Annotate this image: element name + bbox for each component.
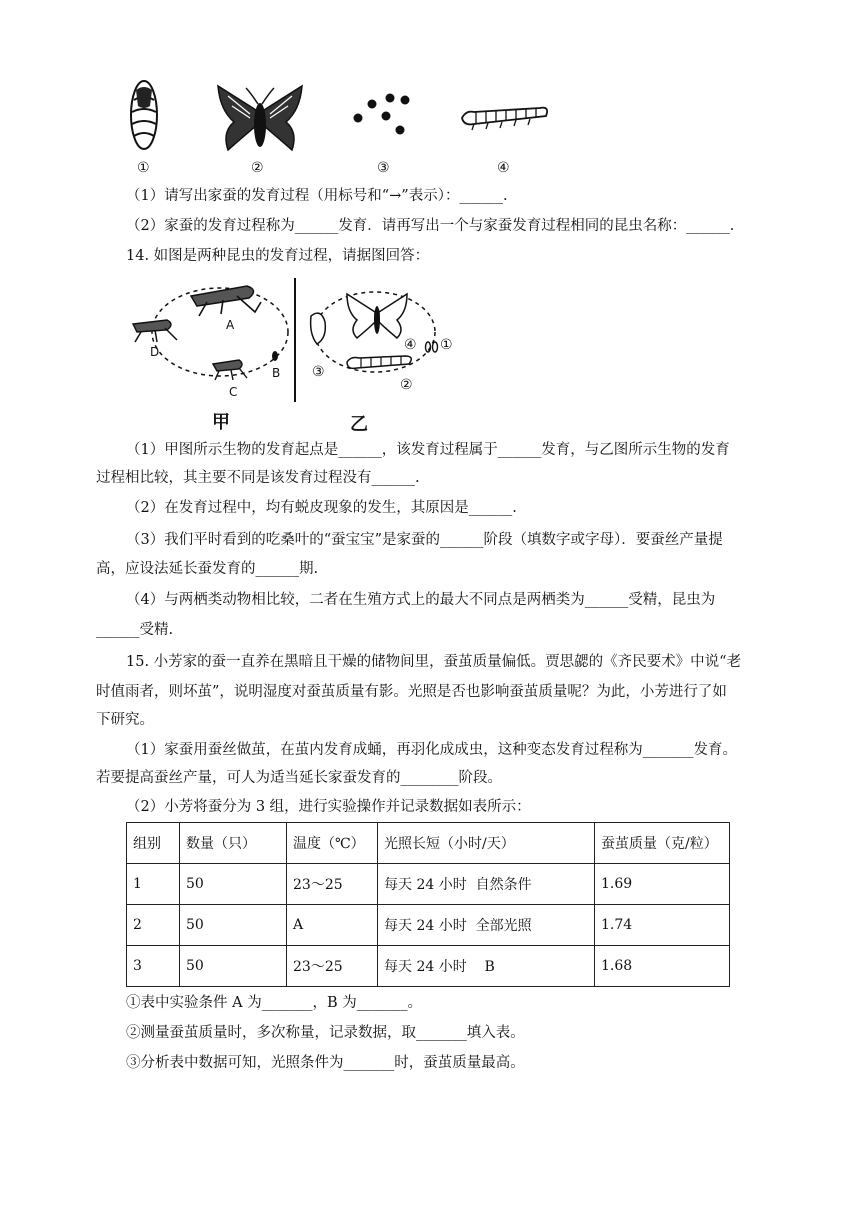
fig-yi-caption: 乙: [350, 414, 368, 435]
table-cell: 1: [127, 864, 180, 905]
q15-part1-line1: （1）家蚕用蚕丝做茧，在茧内发育成蛹，再羽化成成虫，这种变态发育过程称为_______发育。: [126, 742, 737, 758]
table-header-cell: 温度（℃）: [287, 823, 378, 864]
table-cell: 23～25: [287, 946, 378, 987]
table-header-cell: 光照长短（小时/天）: [378, 823, 595, 864]
butterfly-eggs: [426, 342, 438, 352]
grasshopper-nymph-c: [213, 360, 247, 380]
q14-part2: （2）在发育过程中，均有蜕皮现象的发生，其原因是______.: [126, 500, 517, 516]
q15-sub1: ①表中实验条件 A 为_______，B 为_______。: [126, 995, 422, 1011]
butterfly-adult: [347, 294, 407, 338]
table-cell: 2: [127, 905, 180, 946]
table-header-row: [127, 823, 730, 864]
fig-yi-number-2: ②: [400, 377, 413, 393]
fig-jia-letter-b: B: [272, 366, 281, 380]
life-cycle-figure: [125, 272, 470, 430]
fig-yi-number-1: ①: [440, 337, 453, 353]
q15-stem-line2: 时值雨者，则坏茧”，说明湿度对蚕茧质量有影。光照是否也影响蚕茧质量呢？为此，小芳进行了如: [96, 684, 727, 700]
fig-yi-number-3: ③: [312, 364, 325, 380]
q15-sub2: ②测量蚕茧质量时，多次称量，记录数据，取_______填入表。: [126, 1025, 525, 1041]
q13-part2: （2）家蚕的发育过程称为______发育．请再写出一个与家蚕发育过程相同的昆虫名称：______.: [126, 218, 735, 234]
table-cell: 每天 24 小时 全部光照: [378, 905, 595, 946]
q14-part4-line2: ______受精.: [96, 622, 174, 638]
fig-yi-number-4: ④: [404, 337, 417, 353]
grasshopper-egg: [272, 351, 278, 361]
q13-part1: （1）请写出家蚕的发育过程（用标号和“→”表示）：______.: [126, 188, 508, 204]
fig-jia-letter-c: C: [229, 385, 238, 399]
table-cell: A: [287, 905, 378, 946]
fig-jia-letter-d: D: [150, 345, 160, 359]
table-row: [127, 946, 730, 987]
q15-part1-line2: 若要提高蚕丝产量，可人为适当延长家蚕发育的________阶段。: [96, 770, 502, 786]
fig-jia-caption: 甲: [212, 412, 230, 433]
table-cell: 3: [127, 946, 180, 987]
butterfly-pupa: [311, 313, 326, 344]
figure1-label-4: ④: [497, 160, 510, 176]
table-header-cell: 蚕茧质量（克/粒）: [595, 823, 730, 864]
q15-stem-line3: 下研究。: [96, 712, 154, 728]
table-row: [127, 864, 730, 905]
table-cell: 1.69: [595, 864, 730, 905]
table-cell: 每天 24 小时 自然条件: [378, 864, 595, 905]
fig-jia-letter-a: A: [226, 318, 235, 332]
moth-drawing: [218, 86, 302, 150]
figure1-label-1: ①: [137, 160, 150, 176]
q15-sub3: ③分析表中数据可知，光照条件为_______时，蚕茧质量最高。: [126, 1055, 525, 1071]
table-cell: 每天 24 小时 B: [378, 946, 595, 987]
larva-drawing: [462, 108, 547, 130]
grasshopper-nymph-d: [133, 320, 177, 342]
q14-part3-line1: （3）我们平时看到的吃桑叶的“蚕宝宝”是家蚕的______阶段（填数字或字母）．要蚕丝产量提: [126, 532, 723, 548]
eggs-drawing: [354, 94, 410, 135]
table-cell: 50: [180, 905, 287, 946]
q15-stem-line1: 15. 小芳家的蚕一直养在黑暗且干燥的储物间里，蚕茧质量偏低。贾思勰的《齐民要术》中说“老: [126, 654, 742, 670]
table-header-cell: 组别: [127, 823, 180, 864]
table-header-cell: 数量（只）: [180, 823, 287, 864]
pupa-drawing: [131, 81, 157, 149]
caterpillar: [347, 356, 411, 368]
table-row: [127, 905, 730, 946]
table-cell: 50: [180, 946, 287, 987]
q14-part3-line2: 高，应设法延长蚕发育的______期.: [96, 561, 319, 577]
table-cell: 1.74: [595, 905, 730, 946]
table-cell: 23～25: [287, 864, 378, 905]
q14-part1-line1: （1）甲图所示生物的发育起点是______，该发育过程属于______发育，与乙图所示生物的发育: [126, 442, 730, 458]
q14-stem: 14. 如图是两种昆虫的发育过程，请据图回答：: [126, 248, 430, 264]
figure1-label-3: ③: [377, 160, 390, 176]
figure1-label-2: ②: [251, 160, 264, 176]
experiment-table: [126, 822, 730, 987]
q14-part4-line1: （4）与两栖类动物相比较，二者在生殖方式上的最大不同点是两栖类为______受精，昆虫为: [126, 592, 716, 608]
q15-part2: （2）小芳将蚕分为 3 组，进行实验操作并记录数据如表所示：: [126, 799, 531, 815]
grasshopper-adult: [191, 286, 261, 316]
table-cell: 50: [180, 864, 287, 905]
q14-part1-line2: 过程相比较，其主要不同是该发育过程没有______.: [96, 470, 420, 486]
table-cell: 1.68: [595, 946, 730, 987]
